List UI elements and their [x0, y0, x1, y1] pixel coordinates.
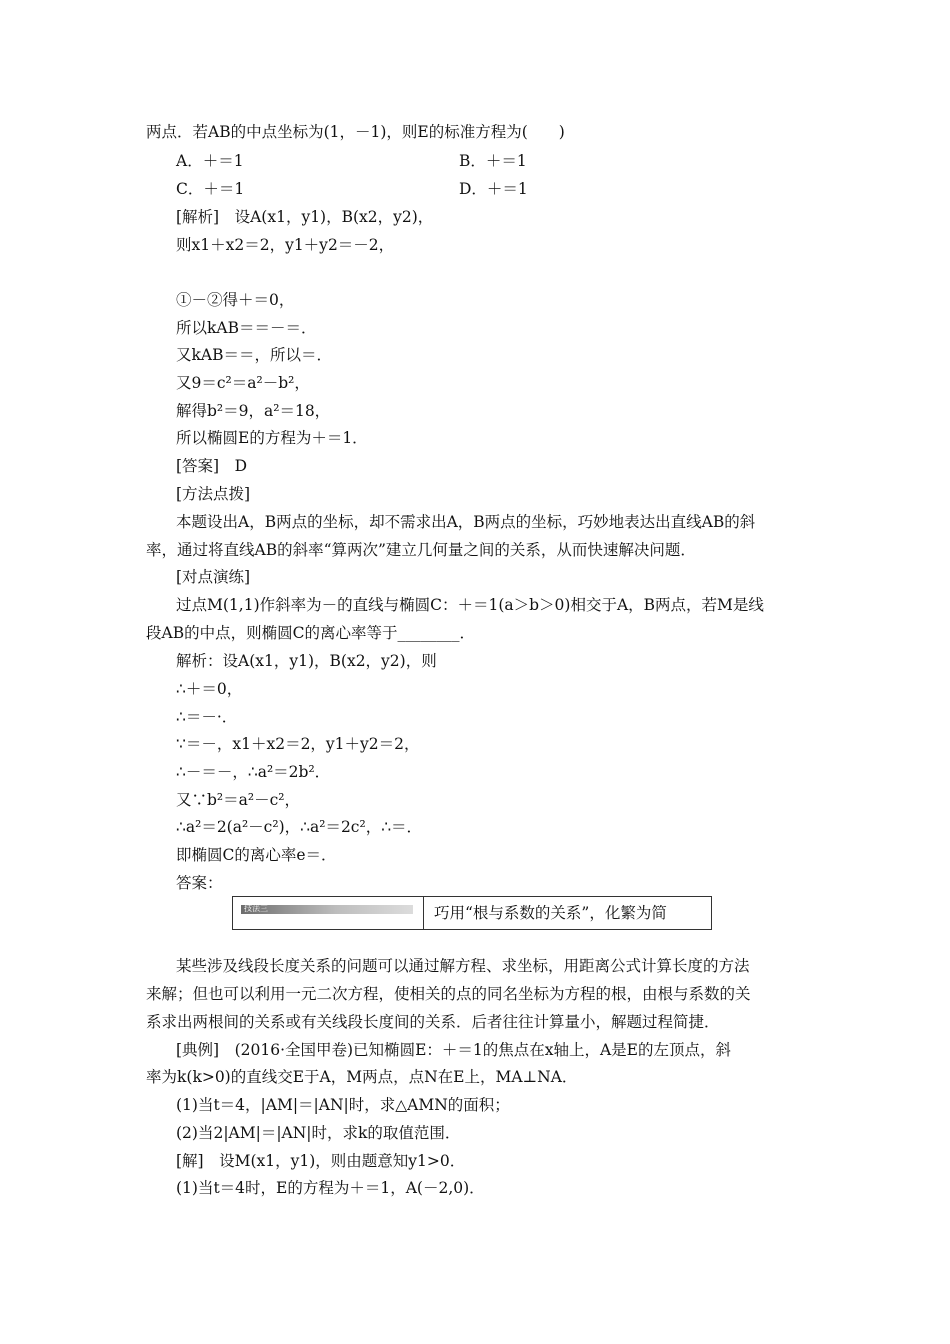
text-line: 又∵b²＝a²－c²，	[176, 791, 300, 809]
text-line: 率为k(k>0)的直线交E于A，M两点，点N在E上，MA⊥NA．	[146, 1068, 578, 1086]
option-c: C．＋＝1	[176, 180, 245, 198]
text-line: 某些涉及线段长度关系的问题可以通过解方程、求坐标，用距离公式计算长度的方法	[176, 957, 750, 975]
text-line: ∵＝－，x1＋x2＝2，y1＋y2＝2，	[176, 735, 420, 753]
text-line: (1)当t＝4时，E的方程为＋＝1，A(－2,0)．	[176, 1179, 485, 1197]
text-line: [解] 设M(x1，y1)，则由题意知y1>0．	[176, 1152, 466, 1170]
text-line: ∴＋＝0，	[176, 680, 243, 698]
text-line: 又kAB＝＝，所以＝．	[176, 346, 332, 364]
text-line: [方法点拨]	[176, 485, 251, 503]
banner-title: 巧用“根与系数的关系”，化繁为简	[434, 904, 667, 922]
option-d: D．＋＝1	[459, 180, 528, 198]
text-line: 答案：	[176, 874, 223, 892]
text-line: ①－②得＋＝0，	[176, 291, 295, 309]
option-b: B．＋＝1	[459, 152, 527, 170]
text-line: ∴＝－·．	[176, 708, 238, 726]
banner-tag-text: 技法三	[244, 904, 268, 913]
text-line: [对点演练]	[176, 568, 251, 586]
text-line: 又9＝c²＝a²－b²，	[176, 374, 310, 392]
text-line: (1)当t＝4，|AM|＝|AN|时，求△AMN的面积；	[176, 1096, 510, 1114]
text-line: [解析] 设A(x1，y1)，B(x2，y2)，	[176, 208, 434, 226]
section-banner	[232, 896, 712, 930]
text-line: ∴a²＝2(a²－c²)，∴a²＝2c²，∴＝．	[176, 818, 423, 836]
banner-label-box	[233, 897, 424, 929]
option-a: A．＋＝1	[176, 152, 244, 170]
text-line: 过点M(1,1)作斜率为－的直线与椭圆C：＋＝1(a＞b＞0)相交于A，B两点，若M是线	[176, 596, 764, 614]
text-line: 解析：设A(x1，y1)，B(x2，y2)，则	[176, 652, 437, 670]
text-line: 率，通过将直线AB的斜率“算两次”建立几何量之间的关系，从而快速解决问题．	[146, 541, 696, 559]
banner-tag	[241, 905, 413, 914]
text-line: [典例] (2016·全国甲卷)已知椭圆E：＋＝1的焦点在x轴上，A是E的左顶点，斜	[176, 1041, 731, 1059]
text-line: [答案] D	[176, 457, 248, 475]
text-line: 系求出两根间的关系或有关线段长度间的关系．后者往往计算量小，解题过程简捷．	[146, 1013, 720, 1031]
text-line: 解得b²＝9，a²＝18，	[176, 402, 331, 420]
text-line: (2)当2|AM|＝|AN|时，求k的取值范围．	[176, 1124, 461, 1142]
text-line: 即椭圆C的离心率e＝．	[176, 846, 337, 864]
text-line: 两点．若AB的中点坐标为(1，－1)，则E的标准方程为( )	[146, 123, 565, 141]
text-line: 本题设出A，B两点的坐标，却不需求出A，B两点的坐标，巧妙地表达出直线AB的斜	[176, 513, 756, 531]
text-line: 所以kAB＝＝－＝．	[176, 319, 317, 337]
text-line: ∴－＝－，∴a²＝2b²．	[176, 763, 331, 781]
text-line: 所以椭圆E的方程为＋＝1．	[176, 429, 368, 447]
text-line: 段AB的中点，则椭圆C的离心率等于________．	[146, 624, 475, 642]
text-line: 则x1＋x2＝2，y1＋y2＝－2，	[176, 236, 395, 254]
text-line: 来解；但也可以利用一元二次方程，使相关的点的同名坐标为方程的根，由根与系数的关	[146, 985, 751, 1003]
